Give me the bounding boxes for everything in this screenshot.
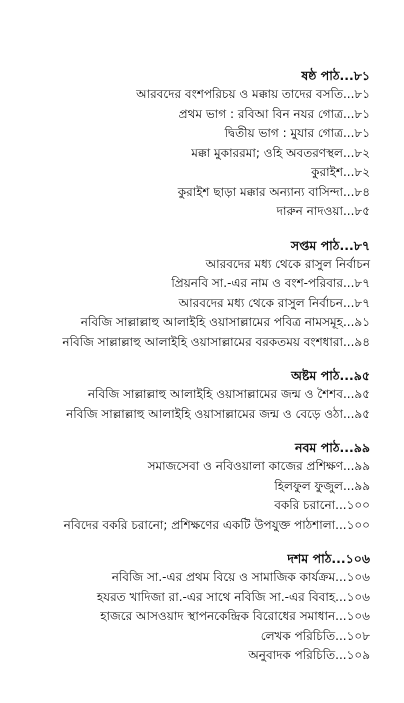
dot-leader: ... [335, 648, 347, 662]
entry-title: লেখক পরিচিতি [260, 628, 336, 643]
entry-title: নবিদের বকরি চরানো; প্রশিক্ষণের একটি উপযুক্ত পাঠশালা [63, 517, 336, 532]
dot-leader: ... [342, 204, 355, 218]
entry-title: নবিজি সাল্লাল্লাহু আলাইহি ওয়াসাল্লামের জন্ম ও শৈশব [87, 387, 343, 401]
section-page-number: ১০৬ [345, 551, 370, 566]
entry-page-number: ১০৬ [346, 609, 370, 623]
toc-entry [12, 627, 370, 647]
dot-leader: ... [339, 68, 354, 83]
toc-entry [12, 588, 370, 608]
toc-section [12, 438, 370, 535]
entry-title: নবিজি সা.-এর প্রথম বিয়ে ও সামাজিক কার্যক্রম [111, 570, 336, 584]
entry-title: অনুবাদক পরিচিতি [248, 648, 336, 662]
entry-title: হযরত খাদিজা রা.-এর সাথে নবিজি সা.-এর বিবাহ [96, 589, 336, 604]
dot-leader: ... [342, 387, 355, 401]
section-heading [12, 66, 370, 85]
entry-title: প্রিয়নবি সা.-এর নাম ও বংশ-পরিবার [171, 276, 343, 290]
toc-entry [12, 144, 370, 164]
section-title-text: দশম পাঠ [287, 551, 332, 566]
entry-page-number: ৮১ [354, 126, 370, 140]
section-heading [12, 366, 370, 385]
toc-entry [12, 405, 370, 425]
entry-page-number: ৯১ [354, 315, 370, 329]
dot-leader: ... [335, 589, 347, 604]
dot-leader: ... [342, 459, 355, 473]
toc-entry [12, 607, 370, 627]
toc-entry [12, 333, 370, 353]
toc-entry [12, 105, 370, 125]
entry-title: মক্কা মুকাররমা; ওহি অবতরণস্থল [191, 145, 343, 160]
entry-title: নবিজি সাল্লাল্লাহু আলাইহি ওয়াসাল্লামের পবিত্র নামসমূহ [80, 315, 343, 329]
toc-section [12, 549, 370, 666]
section-title-text: ষষ্ঠ পাঠ [301, 68, 340, 83]
entry-page-number: ৮৪ [354, 184, 370, 199]
entry-page-number: ৮৫ [354, 204, 370, 218]
toc-entry [12, 385, 370, 405]
entry-title: কুরাইশ ছাড়া মক্কার অন্যান্য বাসিন্দা [177, 184, 343, 199]
entry-page-number: ৮৭ [354, 295, 370, 310]
entry-title: নবিজি সাল্লাল্লাহু আলাইহি ওয়াসাল্লামের বরকতময় বংশধারা [62, 334, 343, 349]
dot-leader: ... [335, 570, 347, 584]
entry-title: দ্বিতীয় ভাগ : মুযার গোত্র [224, 126, 343, 140]
dot-leader: ... [342, 126, 355, 140]
dot-leader: ... [342, 145, 355, 160]
dot-leader: ... [342, 315, 355, 329]
toc-entry [12, 163, 370, 183]
table-of-contents [12, 66, 370, 680]
dot-leader: ... [342, 106, 355, 121]
toc-entry [12, 85, 370, 105]
toc-entry [12, 568, 370, 588]
entry-title: আরবদের বংশপরিচয় ও মক্কায় তাদের বসতি [136, 87, 343, 101]
dot-leader: ... [342, 406, 355, 421]
entry-page-number: ৮৭ [354, 276, 370, 290]
entry-page-number: ১০৬ [346, 570, 370, 584]
dot-leader: ... [339, 440, 354, 455]
section-page-number: ৮৭ [353, 237, 370, 253]
section-page-number: ৮১ [353, 68, 370, 83]
toc-entry [12, 124, 370, 144]
section-title-text: নবম পাঠ [295, 440, 340, 455]
section-title-text: অষ্টম পাঠ [291, 368, 340, 383]
toc-section [12, 66, 370, 222]
dot-leader: ... [339, 368, 354, 383]
entry-title: দারুন নাদওয়া [276, 204, 343, 218]
entry-page-number: ৯৫ [354, 406, 370, 421]
entry-page-number: ৯৪ [354, 334, 370, 349]
entry-page-number: ১০৮ [346, 628, 370, 643]
dot-leader: ... [339, 237, 354, 253]
entry-title: নবিজি সাল্লাল্লাহু আলাইহি ওয়াসাল্লামের জন্ম ও বেড়ে ওঠা [66, 406, 343, 421]
entry-title: সমাজসেবা ও নবিওয়ালা কাজের প্রশিক্ষণ [147, 459, 343, 473]
entry-page-number: ১০৬ [346, 589, 370, 604]
toc-entry [12, 313, 370, 333]
entry-title: কুরাইশ [311, 165, 343, 179]
toc-entry [12, 202, 370, 222]
toc-entry [12, 457, 370, 477]
section-title-text: সপ্তম পাঠ [290, 237, 340, 253]
dot-leader: ... [335, 609, 347, 623]
toc-entry [12, 294, 370, 314]
toc-entry [12, 496, 370, 516]
dot-leader: ... [335, 498, 347, 512]
section-heading [12, 236, 370, 255]
entry-page-number: ৯৯ [354, 478, 370, 493]
section-page-number: ৯৫ [353, 368, 370, 383]
entry-title: আরবদের মধ্য থেকে রাসুল নির্বাচন [205, 256, 370, 271]
dot-leader: ... [342, 334, 355, 349]
dot-leader: ... [342, 478, 355, 493]
entry-title: হিলফুল ফুজুল [274, 478, 343, 493]
dot-leader: ... [342, 87, 355, 101]
entry-page-number: ৯৯ [354, 459, 370, 473]
entry-page-number: ১০০ [346, 498, 370, 512]
dot-leader: ... [331, 551, 346, 566]
entry-page-number: ৮২ [354, 145, 370, 160]
entry-title: হাজরে আসওয়াদ স্থাপনকেন্দ্রিক বিরোধের সমাধান [100, 609, 336, 623]
entry-page-number: ৮১ [354, 106, 370, 121]
entry-title: প্রথম ভাগ : রবিআ বিন নযর গোত্র [178, 106, 343, 121]
entry-page-number: ১০৯ [346, 648, 370, 662]
toc-entry [12, 183, 370, 203]
toc-entry [12, 274, 370, 294]
dot-leader: ... [342, 295, 355, 310]
section-page-number: ৯৯ [353, 440, 370, 455]
dot-leader: ... [342, 184, 355, 199]
dot-leader: ... [335, 517, 347, 532]
dot-leader: ... [342, 165, 355, 179]
section-heading [12, 549, 370, 568]
entry-page-number: ১০০ [346, 517, 370, 532]
section-heading [12, 438, 370, 457]
entry-page-number: ৯৫ [354, 387, 370, 401]
toc-entry [12, 255, 370, 275]
toc-entry [12, 477, 370, 497]
toc-section [12, 366, 370, 424]
entry-title: বকরি চরানো [274, 498, 336, 512]
entry-page-number: ৮১ [354, 87, 370, 101]
dot-leader: ... [335, 628, 347, 643]
dot-leader: ... [342, 276, 355, 290]
toc-entry [12, 646, 370, 666]
toc-entry [12, 516, 370, 536]
entry-page-number: ৮২ [354, 165, 370, 179]
toc-section [12, 236, 370, 353]
entry-title: আরবদের মধ্য থেকে রাসুল নির্বাচন [178, 295, 343, 310]
